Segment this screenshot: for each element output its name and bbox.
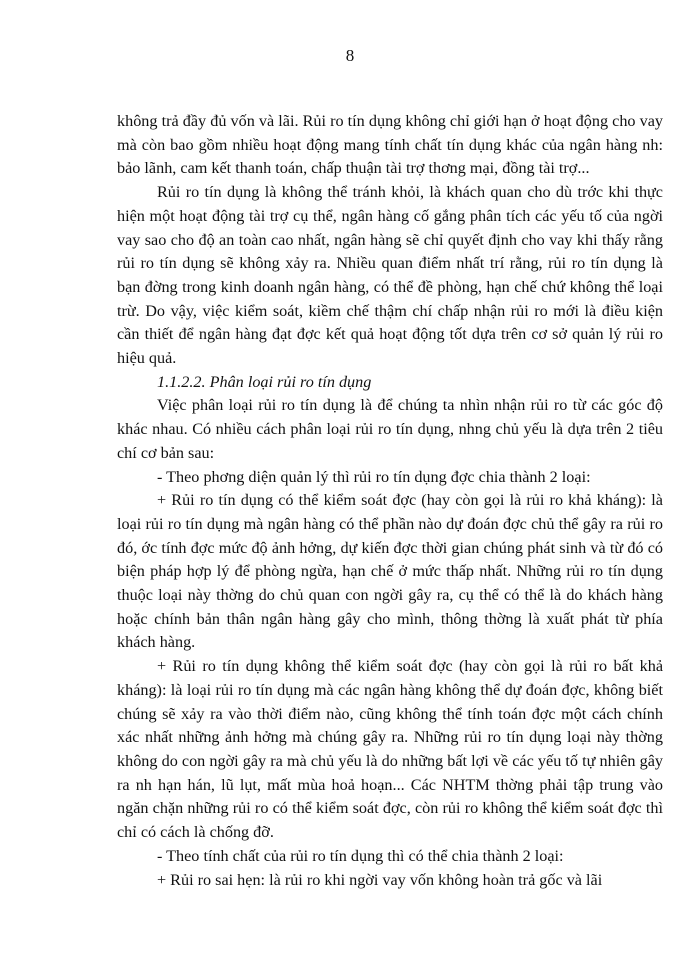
section-heading: 1.1.2.2. Phân loại rủi ro tín dụng — [157, 372, 372, 391]
page-number: 8 — [345, 46, 355, 65]
document-body — [117, 110, 663, 892]
list-item-controllable-risk: + Rủi ro tín dụng có thể kiểm soát đợc (hay còn gọi là rủi ro khả kháng): là loại rủi ro tín dụng mà ngân hàng có thể phần nào dự đoán đợc chủ thể gây ra rủi ro đó, ớc tính đợc mức độ ảnh hởng, dự kiến đợc thời gian chúng phát sinh và từ đó có biện pháp hợp lý để phòng ngừa, hạn chế ở mức thấp nhất. Những rủi ro tín dụng thuộc loại này thờng do chủ quan con ngời gây ra, cụ thể có thể là do khách hàng hoặc chính bản thân ngân hàng gây cho mình, thông thờng là xuất phát từ phía khách hàng. — [117, 491, 663, 652]
list-item-nature-aspect: - Theo tính chất của rủi ro tín dụng thì có thể chia thành 2 loại: — [157, 846, 564, 865]
list-item-uncontrollable-risk: + Rủi ro tín dụng không thể kiểm soát đợc (hay còn gọi là rủi ro bất khả kháng): là loại rủi ro tín dụng mà các ngân hàng không thể dự đoán đợc, không biết chúng sẽ xảy ra vào thời điểm nào, cũng không thể tính toán đợc một cách chính xác nhất những ảnh hởng mà chúng gây ra. Những rủi ro tín dụng loại này thờng không do con ngời gây ra mà chủ yếu là do những bất lợi về các yếu tố tự nhiên gây ra nh hạn hán, lũ lụt, mất mùa hoả hoạn... Các NHTM thờng phải tập trung vào ngăn chặn những rủi ro có thể kiểm soát đợc, còn rủi ro không thể kiểm soát đợc thì chỉ có cách là chống đỡ. — [117, 657, 663, 842]
paragraph-credit-risk-unavoidable: Rủi ro tín dụng là không thể tránh khỏi, là khách quan cho dù trớc khi thực hiện một hoạt động tài trợ cụ thể, ngân hàng cố gắng phân tích các yếu tố của ngời vay sao cho độ an toàn cao nhất, ngân hàng sẽ chỉ quyết định cho vay khi thấy rằng rủi ro tín dụng sẽ không xảy ra. Nhiều quan điểm nhất trí rằng, rủi ro tín dụng là bạn đờng trong kinh doanh ngân hàng, có thể đề phòng, hạn chế chứ không thể loại trừ. Do vậy, việc kiểm soát, kiềm chế thậm chí chấp nhận rủi ro mới là điều kiện cần thiết để ngân hàng đạt đợc kết quả hoạt động tốt dựa trên cơ sở quản lý rủi ro hiệu quả. — [117, 183, 663, 368]
list-item-management-aspect: - Theo phơng diện quản lý thì rủi ro tín dụng đợc chia thành 2 loại: — [157, 467, 591, 486]
paragraph-classification-intro: Việc phân loại rủi ro tín dụng là để chúng ta nhìn nhận rủi ro từ các góc độ khác nhau. Có nhiều cách phân loại rủi ro tín dụng, nhng chủ yếu là dựa trên 2 tiêu chí cơ bản sau: — [117, 396, 663, 462]
list-item-default-risk: + Rủi ro sai hẹn: là rủi ro khi ngời vay vốn không hoàn trả gốc và lãi — [157, 870, 603, 889]
paragraph-continuation: không trả đầy đủ vốn và lãi. Rủi ro tín dụng không chỉ giới hạn ở hoạt động cho vay mà còn bao gồm nhiều hoạt động mang tính chất tín dụng khác của ngân hàng nh: bảo lãnh, cam kết thanh toán, chấp thuận tài trợ thơng mại, đồng tài trợ... — [117, 112, 663, 178]
